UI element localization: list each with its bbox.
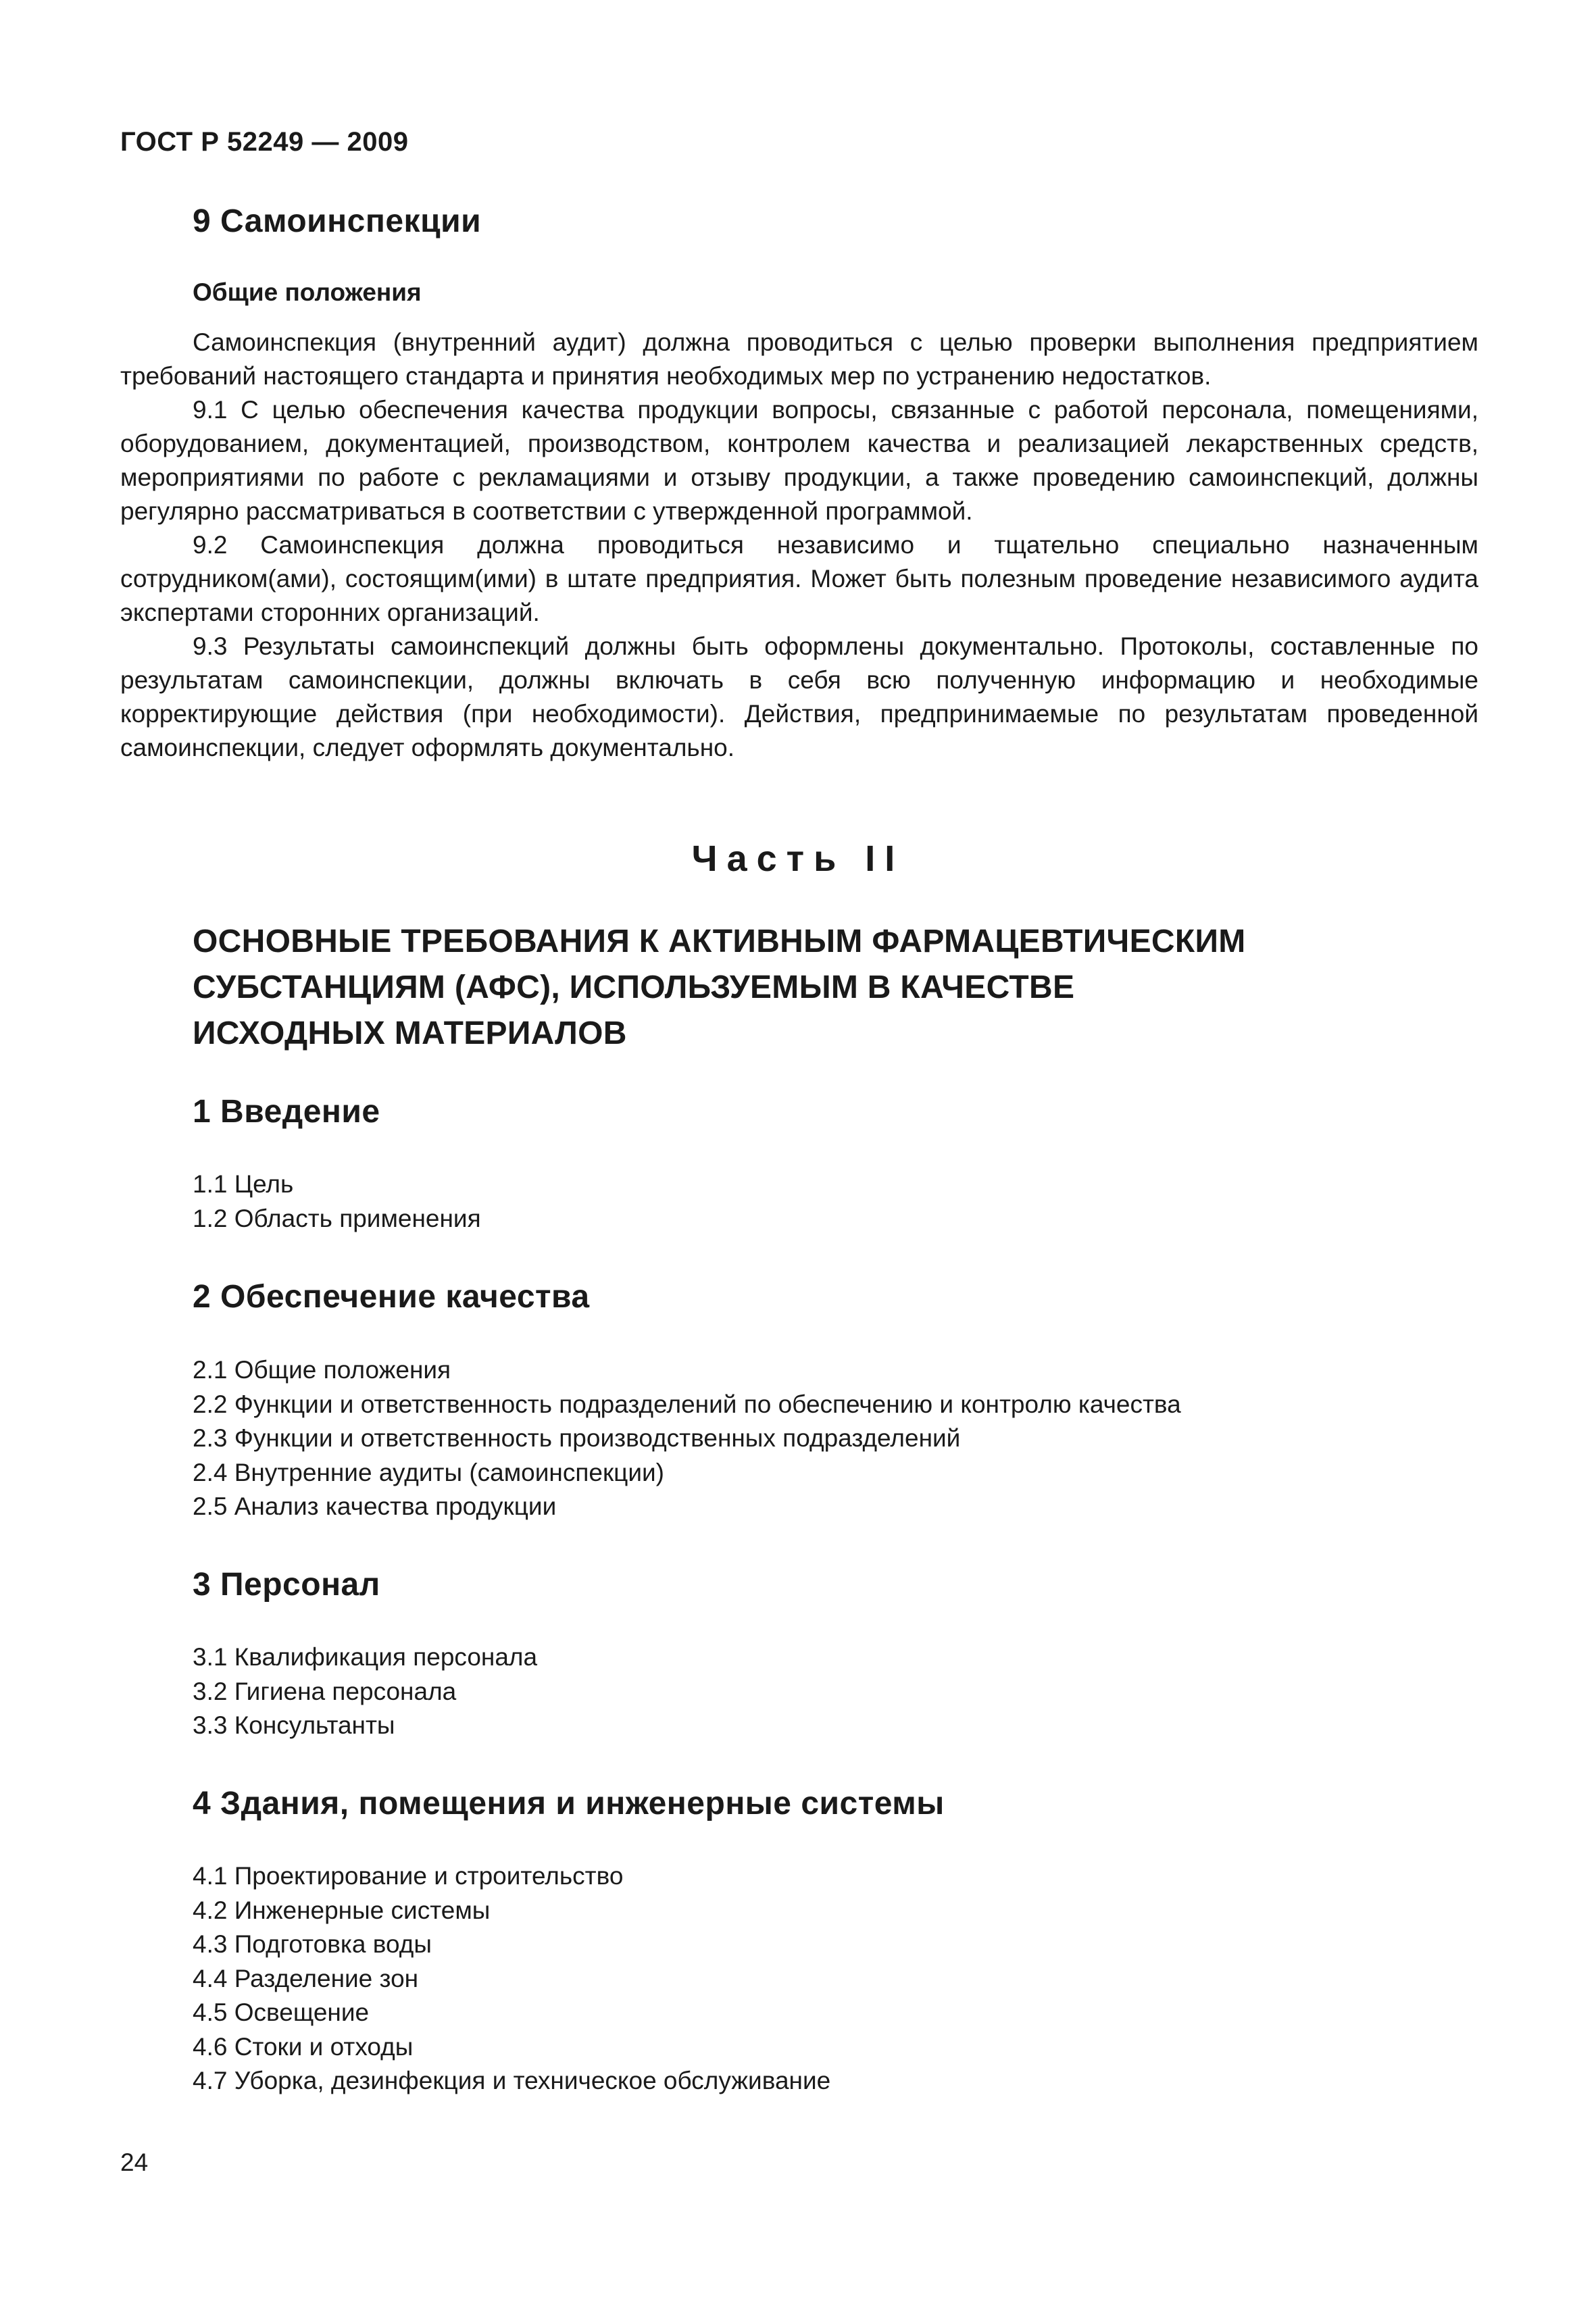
toc-item: 4.2 Инженерные системы [193, 1896, 491, 1924]
page-number: 24 [120, 2148, 149, 2176]
paragraph-9-3: 9.3 Результаты самоинспекций должны быть оформлены документально. Протоколы, составленные по результатам самоинспекции, должны включать в себя всю полученную информацию и необходимые корректирующие действия (при необходимости). Действия, предпринимаемые по результатам проведенной самоинспекции, следует оформлять документально. [120, 632, 1478, 761]
toc-item: 2.1 Общие положения [193, 1356, 451, 1384]
toc-section-title: 1 Введение [193, 1094, 380, 1130]
toc-item: 2.2 Функции и ответственность подразделений по обеспечению и контролю качества [193, 1390, 1181, 1418]
paragraph-intro: Самоинспекция (внутренний аудит) должна проводиться с целью проверки выполнения предприятием требований настоящего стандарта и принятия необходимых мер по устранению недостатков. [120, 328, 1478, 390]
toc-list [193, 1167, 481, 1236]
toc-item: 4.5 Освещение [193, 1998, 370, 2026]
toc-item: 4.6 Стоки и отходы [193, 2032, 414, 2061]
toc-item: 1.1 Цель [193, 1170, 294, 1198]
toc-item: 2.3 Функции и ответственность производственных подразделений [193, 1424, 961, 1452]
part-heading-line: ОСНОВНЫЕ ТРЕБОВАНИЯ К АКТИВНЫМ ФАРМАЦЕВТИЧЕСКИМ [193, 924, 1246, 959]
paragraph-9-1: 9.1 С целью обеспечения качества продукции вопросы, связанные с работой персонала, помещениями, оборудованием, документацией, производством, контролем качества и реализацией лекарственных средств, мероприятиями по работе с рекламациями и отзыву продукции, а также проведению самоинспекций, должны регулярно рассматриваться в соответствии с утвержденной программой. [120, 396, 1478, 525]
toc-item: 4.3 Подготовка воды [193, 1930, 432, 1958]
document-header: ГОСТ Р 52249 — 2009 [120, 127, 409, 157]
toc-item: 3.2 Гигиена персонала [193, 1677, 457, 1705]
toc-item: 3.1 Квалификация персонала [193, 1643, 538, 1671]
toc-list [193, 1353, 1181, 1524]
toc-item: 4.1 Проектирование и строительство [193, 1862, 624, 1890]
toc-item: 3.3 Консультанты [193, 1711, 395, 1739]
section-9-title: 9 Самоинспекции [193, 203, 482, 239]
part-title: Часть II [691, 838, 905, 879]
part-heading-line: СУБСТАНЦИЯМ (АФС), ИСПОЛЬЗУЕМЫМ В КАЧЕСТВЕ [193, 970, 1075, 1005]
section-9-subtitle: Общие положения [193, 278, 422, 306]
toc-item: 1.2 Область применения [193, 1204, 481, 1232]
toc-item: 4.4 Разделение зон [193, 1964, 419, 1992]
toc-list [193, 1640, 537, 1743]
toc-list [193, 1859, 830, 2098]
toc-item: 4.7 Уборка, дезинфекция и техническое обслуживание [193, 2067, 831, 2094]
paragraph-9-2: 9.2 Самоинспекция должна проводиться независимо и тщательно специально назначенным сотрудником(ами), состоящим(ими) в штате предприятия. Может быть полезным проведение независимого аудита экспертами сторонних организаций. [120, 531, 1478, 626]
part-heading-line: ИСХОДНЫХ МАТЕРИАЛОВ [193, 1015, 627, 1051]
part-heading [193, 919, 1246, 1057]
toc-section-title: 3 Персонал [193, 1567, 380, 1603]
section-9-body [120, 326, 1478, 765]
toc-section-title: 4 Здания, помещения и инженерные системы [193, 1786, 945, 1821]
toc-item: 2.5 Анализ качества продукции [193, 1492, 557, 1520]
toc-item: 2.4 Внутренние аудиты (самоинспекции) [193, 1458, 664, 1486]
toc-section-title: 2 Обеспечение качества [193, 1279, 590, 1315]
